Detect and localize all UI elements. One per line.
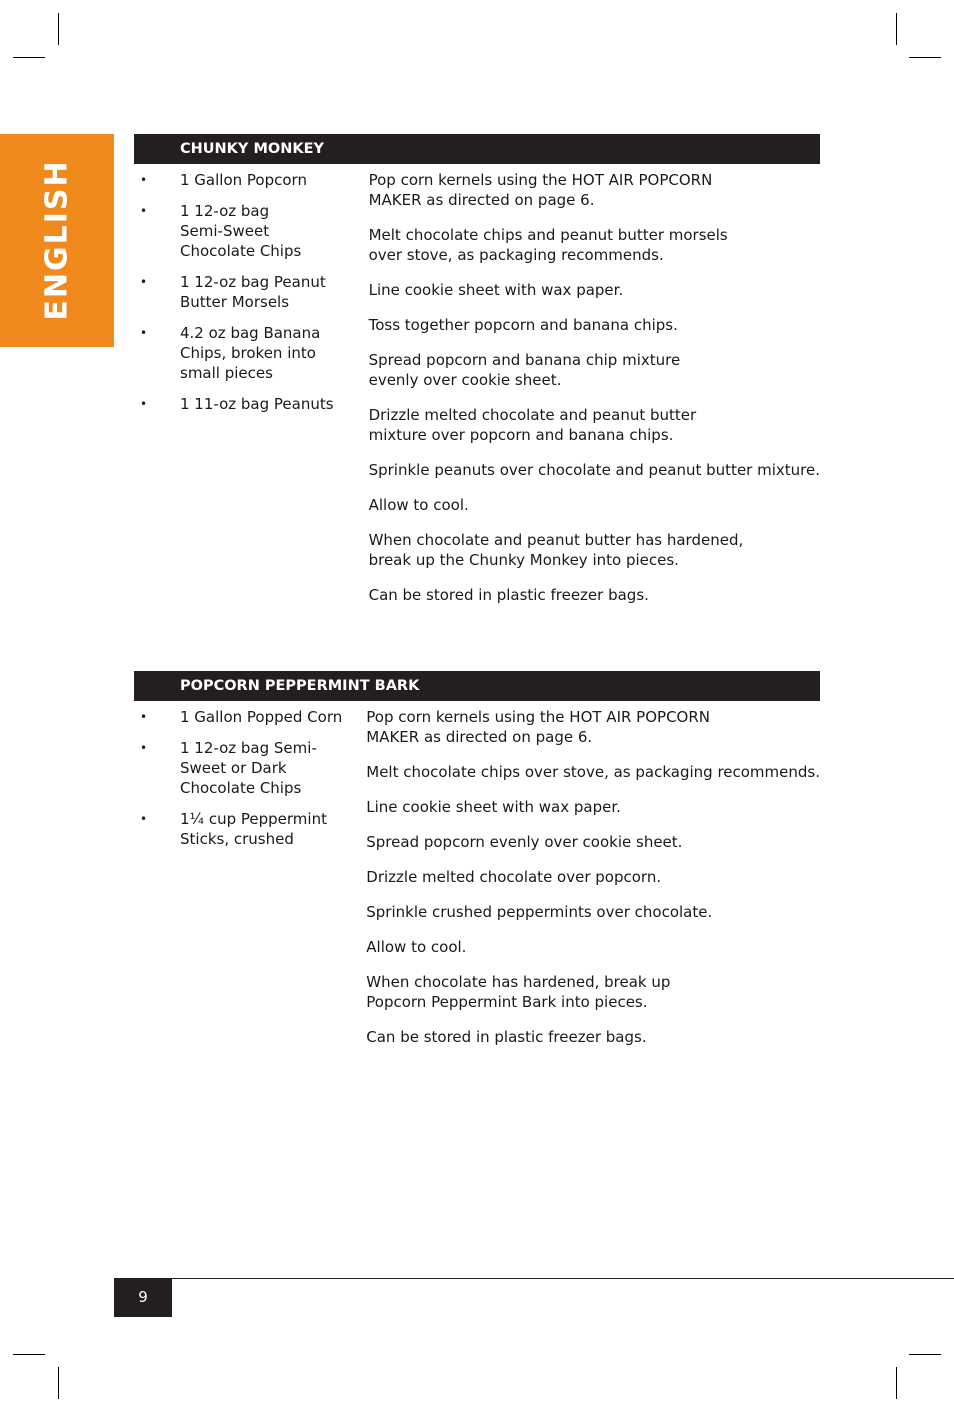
list-item: • 4.2 oz bag Banana Chips, broken into small pieces [134,323,369,383]
instruction-step: Sprinkle peanuts over chocolate and peanut butter mixture. [368,461,820,479]
list-item: • 1 12-oz bag Peanut Butter Morsels [134,272,369,312]
instruction-step: Line cookie sheet with wax paper. [368,281,624,299]
instruction-step: Spread popcorn and banana chip mixture evenly over cookie sheet. [368,351,681,389]
instruction-step: Sprinkle crushed peppermints over chocolate. [366,903,713,921]
ingredient-list [134,707,366,1062]
instruction-step: Can be stored in plastic freezer bags. [368,586,649,604]
instruction-step: When chocolate has hardened, break up Popcorn Peppermint Bark into pieces. [366,973,671,1011]
crop-mark [13,1354,45,1355]
instruction-step: Drizzle melted chocolate over popcorn. [366,868,662,886]
footer-rule [114,1278,954,1279]
crop-mark [909,1354,941,1355]
crop-mark [909,57,941,58]
page-number: 9 [114,1278,172,1317]
instruction-step: Spread popcorn evenly over cookie sheet. [366,833,683,851]
list-item: • 1 Gallon Popped Corn [134,707,366,727]
recipe-chunky-monkey [134,134,820,620]
list-item: • 1¼ cup Peppermint Sticks, crushed [134,809,366,849]
instruction-step: Drizzle melted chocolate and peanut butter mixture over popcorn and banana chips. [368,406,697,444]
instruction-list [366,707,820,1062]
instruction-step: Toss together popcorn and banana chips. [368,316,678,334]
instruction-step: Melt chocolate chips over stove, as packaging recommends. [366,763,820,781]
instruction-list [369,170,820,620]
instruction-step: Can be stored in plastic freezer bags. [366,1028,647,1046]
crop-mark [896,1367,897,1399]
instruction-step: Pop corn kernels using the HOT AIR POPCORN MAKER as directed on page 6. [366,708,710,746]
list-item: • 1 Gallon Popcorn [134,170,369,190]
crop-mark [13,57,45,58]
list-item: • 1 11-oz bag Peanuts [134,394,369,414]
recipe-title: POPCORN PEPPERMINT BARK [134,671,820,701]
instruction-step: Allow to cool. [368,496,469,514]
recipe-title: CHUNKY MONKEY [134,134,820,164]
crop-mark [896,13,897,45]
ingredient-list [134,170,369,620]
recipe-popcorn-peppermint-bark [134,671,820,1062]
instruction-step: Pop corn kernels using the HOT AIR POPCORN MAKER as directed on page 6. [368,171,713,209]
list-item: • 1 12-oz bag Semi-Sweet Chocolate Chips [134,201,369,261]
crop-mark [58,13,59,45]
language-tab-label: ENGLISH [39,159,75,321]
instruction-step: Line cookie sheet with wax paper. [366,798,621,816]
language-tab [0,134,114,347]
crop-mark [58,1367,59,1399]
instruction-step: Melt chocolate chips and peanut butter morsels over stove, as packaging recommends. [368,226,728,264]
instruction-step: When chocolate and peanut butter has hardened, break up the Chunky Monkey into pieces. [368,531,744,569]
list-item: • 1 12-oz bag Semi- Sweet or Dark Chocolate Chips [134,738,366,798]
instruction-step: Allow to cool. [366,938,467,956]
